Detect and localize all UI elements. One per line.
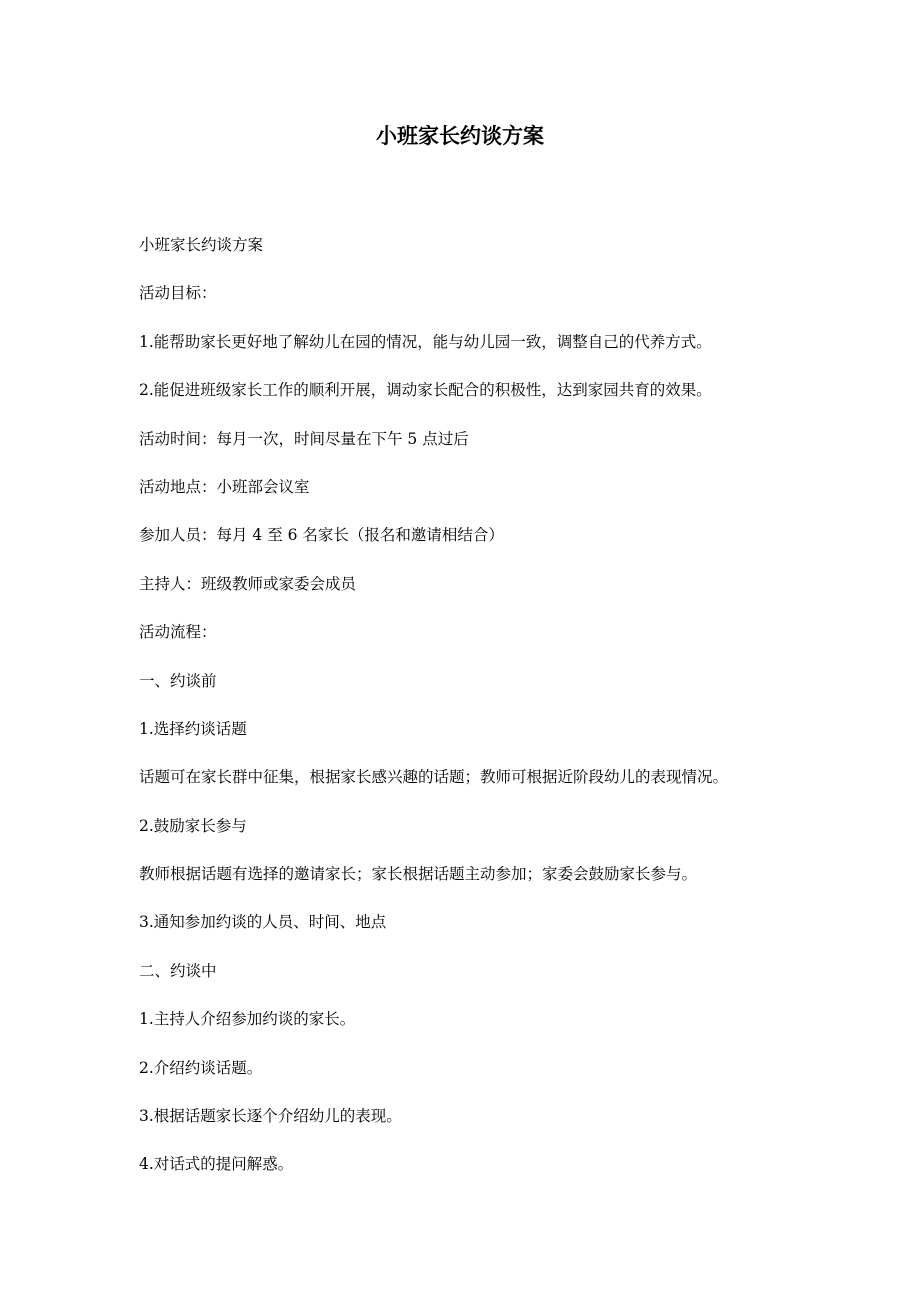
paragraph: 一、约谈前: [139, 671, 217, 690]
paragraph: 2.鼓励家长参与: [139, 816, 247, 835]
paragraph: 2.介绍约谈话题。: [139, 1058, 263, 1077]
paragraph: 1.主持人介绍参加约谈的家长。: [139, 1010, 356, 1029]
paragraph: 二、约谈中: [139, 961, 217, 980]
paragraph: 活动地点：小班部会议室: [139, 477, 310, 496]
paragraph: 参加人员：每月 4 至 6 名家长（报名和邀请相结合）: [139, 526, 504, 545]
paragraph: 教师根据话题有选择的邀请家长；家长根据话题主动参加；家委会鼓励家长参与。: [139, 865, 698, 884]
paragraph: 3.根据话题家长逐个介绍幼儿的表现。: [139, 1107, 402, 1126]
paragraph: 2.能促进班级家长工作的顺利开展，调动家长配合的积极性，达到家园共育的效果。: [139, 381, 712, 400]
paragraph: 3.通知参加约谈的人员、时间、地点: [139, 913, 387, 932]
paragraph: 活动流程：: [139, 623, 217, 642]
document-body: [139, 228, 839, 1196]
paragraph: 活动时间：每月一次，时间尽量在下午 5 点过后: [139, 429, 469, 448]
paragraph: 1.选择约谈话题: [139, 719, 247, 738]
paragraph: 活动目标：: [139, 284, 217, 303]
paragraph: 话题可在家长群中征集，根据家长感兴趣的话题；教师可根据近阶段幼儿的表现情况。: [139, 768, 729, 787]
paragraph: 1.能帮助家长更好地了解幼儿在园的情况，能与幼儿园一致，调整自己的代养方式。: [139, 332, 712, 351]
document-title: 小班家长约谈方案: [376, 123, 544, 148]
paragraph: 4.对话式的提问解惑。: [139, 1155, 294, 1174]
paragraph: 小班家长约谈方案: [139, 236, 264, 254]
paragraph: 主持人：班级教师或家委会成员: [139, 574, 357, 593]
